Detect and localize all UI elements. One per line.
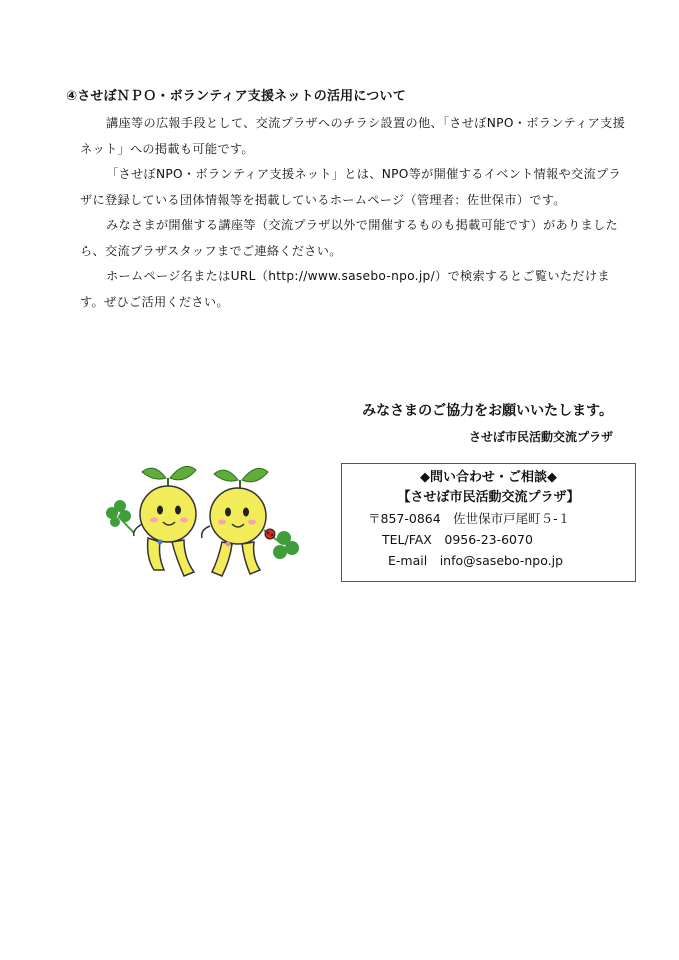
contact-title: ◆問い合わせ・ご相談◆	[420, 470, 557, 485]
closing-organization: させぼ市民活動交流プラザ	[468, 430, 613, 444]
mascot-left	[134, 466, 196, 576]
paragraph-publicity: 講座等の広報手段として、交流プラザへのチラシ設置の他、「させぼNPO・ボランティア支援ネット」への掲載も可能です。	[80, 116, 626, 156]
paragraph-external-events: みなさまが開催する講座等（交流プラザ以外で開催するものも掲載可能です）がありましたら、交流プラザスタッフまでご連絡ください。	[80, 218, 618, 258]
paragraph-network-description: 「させぼNPO・ボランティア支援ネット」とは、NPO等が開催するイベント情報や交流プラザに登録している団体情報等を掲載しているホームページ（管理者：佐世保市）です。	[80, 167, 621, 207]
contact-tel-fax: TEL/FAX 0956-23-6070	[382, 532, 533, 547]
clover-icon-left	[106, 500, 134, 533]
section-heading: ④させぼＮＰＯ・ボランティア支援ネットの活用について	[66, 89, 406, 104]
mascot-right	[202, 468, 268, 576]
closing-message: みなさまのご協力をお願いいたします。	[362, 403, 613, 419]
contact-email: E-mail info@sasebo-npo.jp	[388, 553, 564, 568]
contact-box	[341, 463, 636, 582]
contact-organization: 【させぼ市民活動交流プラザ】	[397, 490, 580, 505]
mascot-illustration	[98, 458, 303, 588]
npo-network-section	[66, 88, 626, 315]
contact-address: 〒857-0864 佐世保市戸尾町５-１	[368, 511, 571, 526]
ladybug-icon	[265, 529, 275, 539]
paragraph-search-url: ホームページ名またはURL（http://www.sasebo-npo.jp/）で検索するとご覧いただけます。ぜひご活用ください。	[80, 269, 610, 309]
